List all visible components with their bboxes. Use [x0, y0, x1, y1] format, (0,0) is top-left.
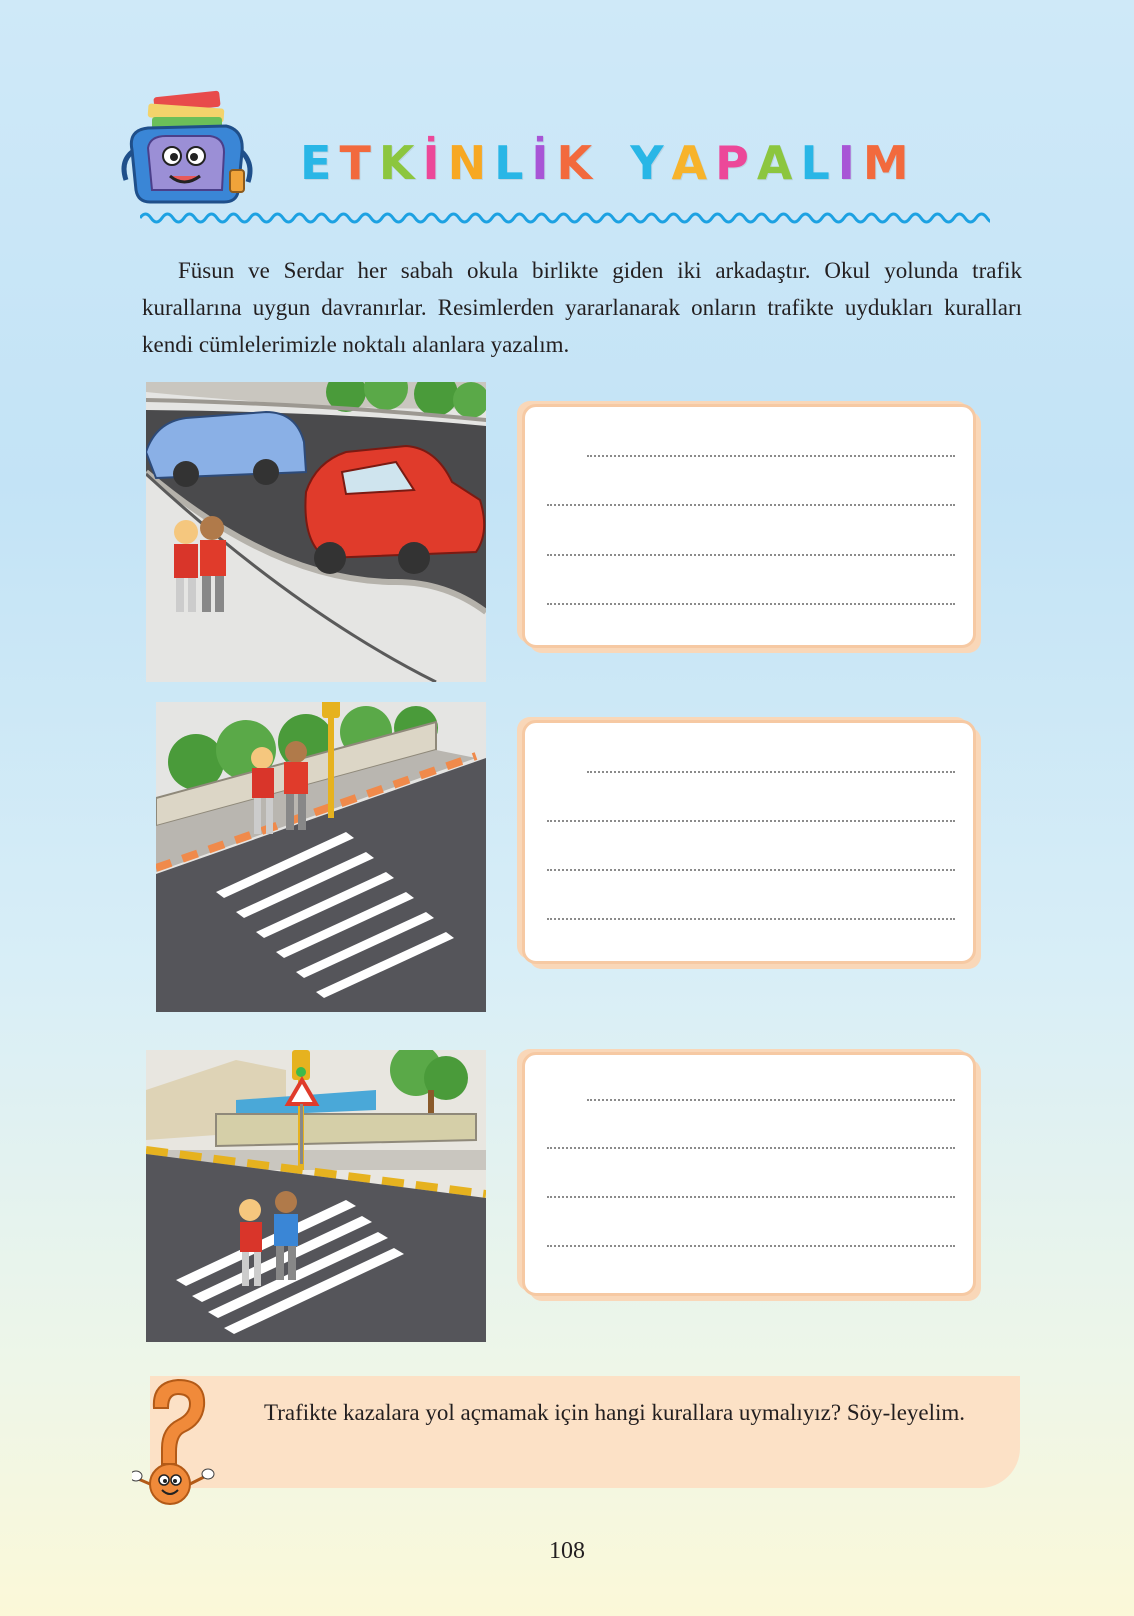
- question-text: Trafikte kazalara yol açmamak için hangi kurallara uymalıyız? Söy-leyelim.: [264, 1400, 966, 1425]
- answer-box-3[interactable]: [522, 1052, 976, 1296]
- question-mark-mascot-icon: [132, 1372, 222, 1512]
- page-number: 108: [549, 1538, 585, 1564]
- title-letter: L: [800, 136, 832, 190]
- dotted-line[interactable]: [547, 1196, 955, 1198]
- title-letter: Y: [630, 136, 666, 190]
- scene-illustration-1: [146, 382, 486, 682]
- dotted-line[interactable]: [547, 820, 955, 822]
- dotted-line[interactable]: [547, 504, 955, 506]
- scene-illustration-3: [146, 1050, 486, 1342]
- title-letter: N: [447, 136, 489, 190]
- backpack-mascot-icon: [118, 90, 258, 215]
- wave-divider: [140, 208, 990, 228]
- dotted-line[interactable]: [547, 1245, 955, 1247]
- dotted-line[interactable]: [587, 1099, 955, 1101]
- scene-illustration-2: [156, 702, 486, 1012]
- title-letter: E: [300, 136, 334, 190]
- title-letter: P: [715, 136, 751, 190]
- dotted-line[interactable]: [547, 603, 955, 605]
- title-letter: A: [756, 136, 795, 190]
- title-letter: K: [378, 136, 417, 190]
- title-letter: A: [671, 136, 710, 190]
- answer-box-2[interactable]: [522, 720, 976, 964]
- page-title: [300, 128, 917, 198]
- question-band: [150, 1376, 1020, 1488]
- dotted-line[interactable]: [547, 1147, 955, 1149]
- dotted-line[interactable]: [547, 869, 955, 871]
- title-letter: İ: [422, 136, 442, 190]
- intro-paragraph: Füsun ve Serdar her sabah okula birlikte giden iki arkadaştır. Okul yolunda trafik kurallarına uygun davranırlar. Resimlerden yararlanarak onların trafikte uydukları kuralları kendi cümlelerimizle noktalı alanlara yazalım.: [142, 258, 1022, 357]
- title-letter: T: [339, 136, 373, 190]
- answer-box-1[interactable]: [522, 404, 976, 648]
- title-letters: [300, 136, 917, 190]
- title-letter: I: [837, 136, 857, 190]
- dotted-line[interactable]: [587, 771, 955, 773]
- title-letter: M: [862, 136, 911, 190]
- dotted-line[interactable]: [547, 554, 955, 556]
- title-letter: L: [494, 136, 526, 190]
- dotted-line[interactable]: [587, 455, 955, 457]
- dotted-line[interactable]: [547, 918, 955, 920]
- title-letter: K: [556, 136, 595, 190]
- title-letter: İ: [531, 136, 551, 190]
